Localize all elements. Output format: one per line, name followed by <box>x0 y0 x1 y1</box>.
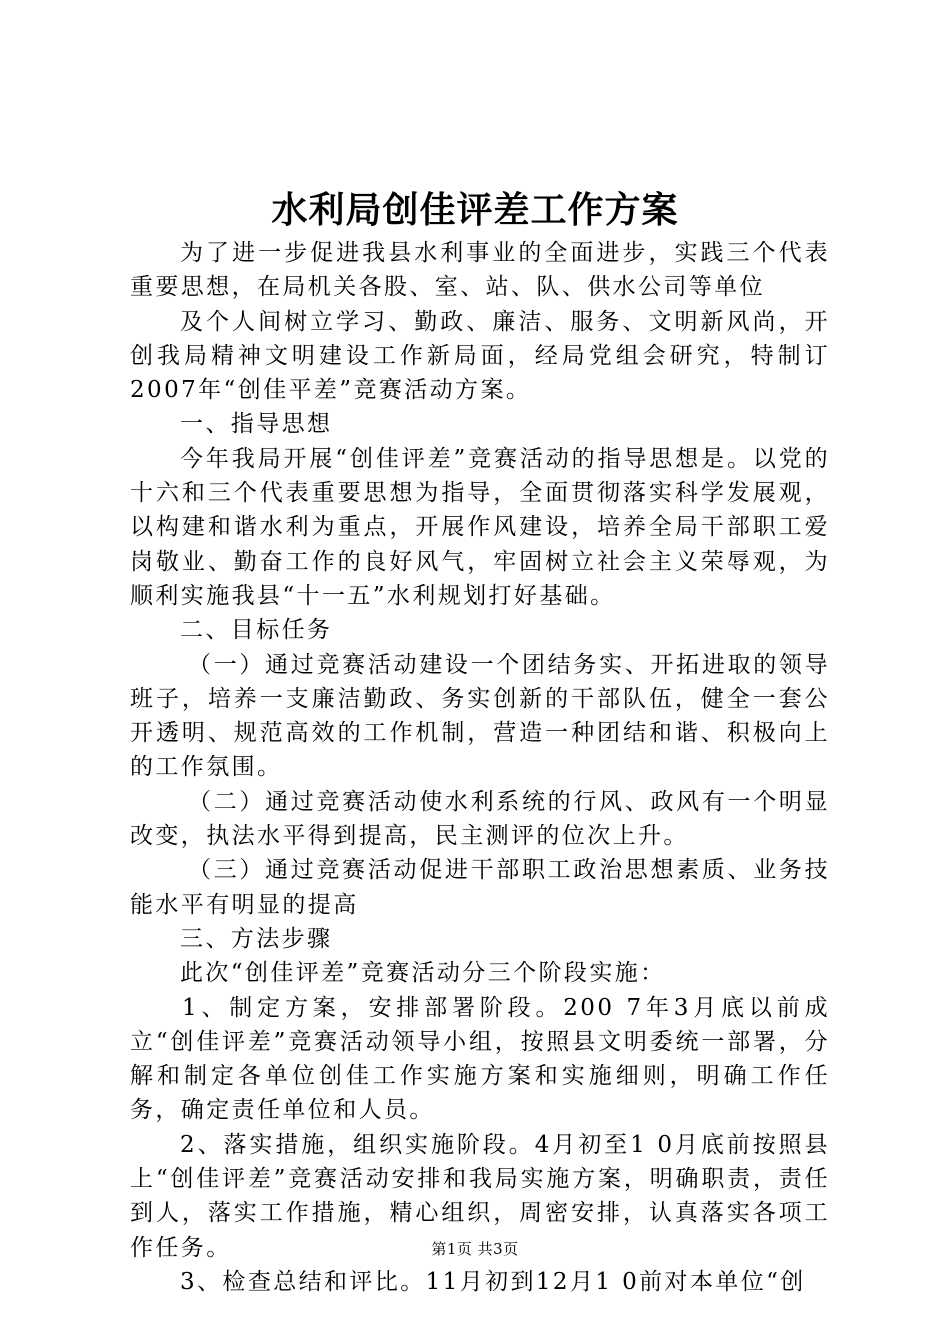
step-item-1: 1、制定方案，安排部署阶段。200 7年3月底以前成立“创佳评差”竞赛活动领导小组，按照县文明委统一部署，分解和制定各单位创佳工作实施方案和实施细则，明确工作任务，确定责任单位和人员。 <box>130 994 830 1124</box>
step-item-2: 2、落实措施，组织实施阶段。4月初至1 0月底前按照县上“创佳评差”竞赛活动安排和我局实施方案，明确职责，责任到人，落实工作措施，精心组织，周密安排，认真落实各项工作任务。 <box>130 1131 830 1261</box>
paragraph-guiding-thought: 今年我局开展“创佳评差”竞赛活动的指导思想是。以党的十六和三个代表重要思想为指导，全面贯彻落实科学发展观，以构建和谐水利为重点，开展作风建设，培养全局干部职工爱岗敬业、勤奋工作的良好风气，牢固树立社会主义荣辱观，为顺利实施我县“十一五”水利规划打好基础。 <box>130 445 830 609</box>
goal-item-3: （三）通过竞赛活动促进干部职工政治思想素质、业务技能水平有明显的提高 <box>130 857 830 918</box>
section-heading-goals: 二、目标任务 <box>180 617 333 644</box>
section-heading-guiding-thought: 一、指导思想 <box>180 411 333 438</box>
step-item-3: 3、检查总结和评比。11月初到12月1 0前对本单位“创 <box>180 1268 806 1295</box>
paragraph-intro: 为了进一步促进我县水利事业的全面进步，实践三个代表重要思想，在局机关各股、室、站、队、供水公司等单位 <box>130 240 830 301</box>
goal-item-2: （二）通过竞赛活动使水利系统的行风、政风有一个明显改变，执法水平得到提高，民主测评的位次上升。 <box>130 788 830 850</box>
goal-item-1: （一）通过竞赛活动建设一个团结务实、开拓进取的领导班子，培养一支廉洁勤政、务实创新的干部队伍，健全一套公开透明、规范高效的工作机制，营造一种团结和谐、积极向上的工作氛围。 <box>130 651 830 781</box>
document-body <box>130 236 830 1299</box>
section-heading-steps: 三、方法步骤 <box>180 925 333 952</box>
page-title: 水利局创佳评差工作方案 <box>271 189 679 231</box>
page-footer: 第1页 共3页 <box>431 1240 519 1258</box>
paragraph-steps-intro: 此次“创佳评差”竞赛活动分三个阶段实施： <box>180 960 666 987</box>
paragraph-intro-continued: 及个人间树立学习、勤政、廉洁、服务、文明新风尚，开创我局精神文明建设工作新局面，经局党组会研究，特制订2007年“创佳平差”竞赛活动方案。 <box>130 308 830 404</box>
